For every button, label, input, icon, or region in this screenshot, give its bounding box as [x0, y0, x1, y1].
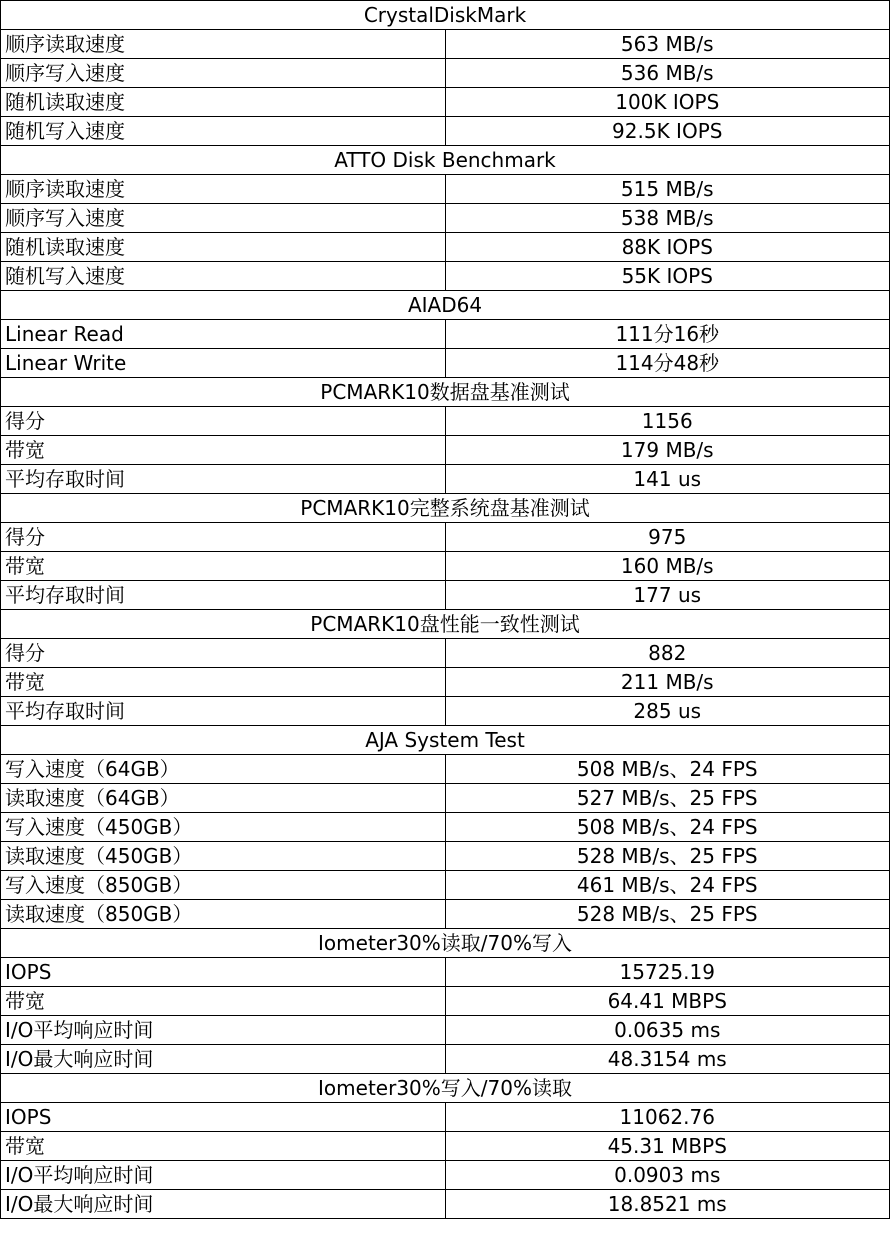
table-row	[1, 581, 890, 610]
metric-label: 得分	[1, 639, 446, 668]
metric-label: 带宽	[1, 668, 446, 697]
table-row	[1, 1190, 890, 1219]
section-header-row	[1, 610, 890, 639]
metric-label: IOPS	[1, 958, 446, 987]
table-row	[1, 1016, 890, 1045]
section-header-row	[1, 929, 890, 958]
metric-value: 15725.19	[445, 958, 890, 987]
section-header-row	[1, 1, 890, 30]
metric-value: 975	[445, 523, 890, 552]
metric-label: 顺序读取速度	[1, 175, 446, 204]
metric-label: 写入速度（450GB）	[1, 813, 446, 842]
benchmark-table-body	[1, 1, 890, 1219]
metric-label: 平均存取时间	[1, 581, 446, 610]
metric-value: 515 MB/s	[445, 175, 890, 204]
table-row	[1, 349, 890, 378]
table-row	[1, 552, 890, 581]
table-row	[1, 871, 890, 900]
table-row	[1, 30, 890, 59]
metric-value: 179 MB/s	[445, 436, 890, 465]
metric-label: 得分	[1, 523, 446, 552]
table-row	[1, 523, 890, 552]
metric-value: 211 MB/s	[445, 668, 890, 697]
table-row	[1, 465, 890, 494]
table-row	[1, 1045, 890, 1074]
section-title: ATTO Disk Benchmark	[1, 146, 890, 175]
table-row	[1, 842, 890, 871]
metric-label: 读取速度（850GB）	[1, 900, 446, 929]
table-row	[1, 233, 890, 262]
section-title: AJA System Test	[1, 726, 890, 755]
metric-label: 随机读取速度	[1, 88, 446, 117]
section-header-row	[1, 726, 890, 755]
metric-value: 882	[445, 639, 890, 668]
table-row	[1, 784, 890, 813]
metric-value: 536 MB/s	[445, 59, 890, 88]
table-row	[1, 958, 890, 987]
metric-value: 55K IOPS	[445, 262, 890, 291]
section-header-row	[1, 1074, 890, 1103]
metric-label: 得分	[1, 407, 446, 436]
metric-label: 随机写入速度	[1, 117, 446, 146]
table-row	[1, 407, 890, 436]
metric-value: 48.3154 ms	[445, 1045, 890, 1074]
table-row	[1, 1103, 890, 1132]
metric-label: 随机写入速度	[1, 262, 446, 291]
metric-label: Linear Write	[1, 349, 446, 378]
table-row	[1, 1161, 890, 1190]
metric-value: 11062.76	[445, 1103, 890, 1132]
metric-value: 527 MB/s、25 FPS	[445, 784, 890, 813]
metric-value: 563 MB/s	[445, 30, 890, 59]
metric-value: 285 us	[445, 697, 890, 726]
metric-value: 461 MB/s、24 FPS	[445, 871, 890, 900]
metric-value: 177 us	[445, 581, 890, 610]
metric-label: 带宽	[1, 552, 446, 581]
metric-value: 528 MB/s、25 FPS	[445, 842, 890, 871]
metric-value: 141 us	[445, 465, 890, 494]
section-title: PCMARK10数据盘基准测试	[1, 378, 890, 407]
metric-value: 111分16秒	[445, 320, 890, 349]
table-row	[1, 755, 890, 784]
metric-label: I/O最大响应时间	[1, 1190, 446, 1219]
metric-label: 带宽	[1, 987, 446, 1016]
table-row	[1, 320, 890, 349]
metric-label: 随机读取速度	[1, 233, 446, 262]
metric-value: 45.31 MBPS	[445, 1132, 890, 1161]
section-header-row	[1, 378, 890, 407]
metric-label: 顺序写入速度	[1, 59, 446, 88]
metric-value: 528 MB/s、25 FPS	[445, 900, 890, 929]
metric-value: 160 MB/s	[445, 552, 890, 581]
table-row	[1, 262, 890, 291]
table-row	[1, 900, 890, 929]
metric-label: I/O平均响应时间	[1, 1016, 446, 1045]
section-title: AIAD64	[1, 291, 890, 320]
section-title: Iometer30%写入/70%读取	[1, 1074, 890, 1103]
metric-value: 88K IOPS	[445, 233, 890, 262]
section-header-row	[1, 146, 890, 175]
metric-label: I/O最大响应时间	[1, 1045, 446, 1074]
table-row	[1, 59, 890, 88]
table-row	[1, 1132, 890, 1161]
metric-label: 平均存取时间	[1, 465, 446, 494]
table-row	[1, 117, 890, 146]
metric-value: 508 MB/s、24 FPS	[445, 813, 890, 842]
metric-label: 读取速度（450GB）	[1, 842, 446, 871]
metric-label: 带宽	[1, 1132, 446, 1161]
table-row	[1, 175, 890, 204]
table-row	[1, 668, 890, 697]
metric-value: 114分48秒	[445, 349, 890, 378]
section-title: Iometer30%读取/70%写入	[1, 929, 890, 958]
section-header-row	[1, 291, 890, 320]
section-title: PCMARK10完整系统盘基准测试	[1, 494, 890, 523]
metric-value: 508 MB/s、24 FPS	[445, 755, 890, 784]
metric-label: 写入速度（850GB）	[1, 871, 446, 900]
table-row	[1, 639, 890, 668]
table-row	[1, 204, 890, 233]
metric-label: 带宽	[1, 436, 446, 465]
metric-label: 读取速度（64GB）	[1, 784, 446, 813]
metric-value: 0.0903 ms	[445, 1161, 890, 1190]
metric-value: 92.5K IOPS	[445, 117, 890, 146]
metric-label: Linear Read	[1, 320, 446, 349]
metric-label: 平均存取时间	[1, 697, 446, 726]
metric-value: 18.8521 ms	[445, 1190, 890, 1219]
metric-label: 写入速度（64GB）	[1, 755, 446, 784]
table-row	[1, 813, 890, 842]
metric-value: 64.41 MBPS	[445, 987, 890, 1016]
metric-value: 0.0635 ms	[445, 1016, 890, 1045]
metric-label: 顺序写入速度	[1, 204, 446, 233]
table-row	[1, 697, 890, 726]
table-row	[1, 436, 890, 465]
metric-label: IOPS	[1, 1103, 446, 1132]
metric-label: 顺序读取速度	[1, 30, 446, 59]
section-title: PCMARK10盘性能一致性测试	[1, 610, 890, 639]
section-header-row	[1, 494, 890, 523]
section-title: CrystalDiskMark	[1, 1, 890, 30]
table-row	[1, 88, 890, 117]
metric-value: 100K IOPS	[445, 88, 890, 117]
table-row	[1, 987, 890, 1016]
metric-value: 538 MB/s	[445, 204, 890, 233]
metric-label: I/O平均响应时间	[1, 1161, 446, 1190]
metric-value: 1156	[445, 407, 890, 436]
